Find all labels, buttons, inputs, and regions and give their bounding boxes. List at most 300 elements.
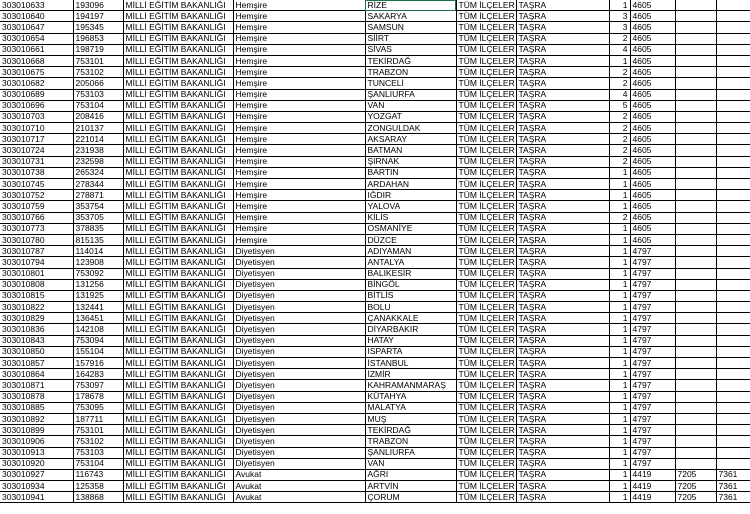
code-cell[interactable]: 303010703 (0, 111, 73, 122)
province-cell[interactable]: BALIKESİR (365, 268, 456, 279)
title-cell[interactable]: Hemşire (233, 67, 365, 78)
quota-cell[interactable]: 1 (609, 380, 630, 391)
title-cell[interactable]: Diyetisyen (233, 380, 365, 391)
quota-cell[interactable]: 1 (609, 268, 630, 279)
title-cell[interactable]: Diyetisyen (233, 313, 365, 324)
district-cell[interactable]: TÜM İLÇELER (456, 402, 516, 413)
quota-cell[interactable]: 1 (609, 190, 630, 201)
qualification3-cell[interactable] (716, 22, 750, 33)
qualification2-cell[interactable] (675, 167, 716, 178)
district-cell[interactable]: TÜM İLÇELER (456, 469, 516, 480)
title-cell[interactable]: Avukat (233, 481, 365, 492)
qualification3-cell[interactable] (716, 111, 750, 122)
id-cell[interactable]: 116743 (73, 469, 123, 480)
region-cell[interactable]: TAŞRA (516, 111, 609, 122)
district-cell[interactable]: TÜM İLÇELER (456, 369, 516, 380)
province-cell[interactable]: DİYARBAKIR (365, 324, 456, 335)
province-cell[interactable]: IĞDIR (365, 190, 456, 201)
title-cell[interactable]: Diyetisyen (233, 436, 365, 447)
qualification3-cell[interactable] (716, 33, 750, 44)
quota-cell[interactable]: 1 (609, 55, 630, 66)
code-cell[interactable]: 303010822 (0, 302, 73, 313)
id-cell[interactable]: 815135 (73, 234, 123, 245)
code-cell[interactable]: 303010885 (0, 402, 73, 413)
code-cell[interactable]: 303010710 (0, 123, 73, 134)
title-cell[interactable]: Hemşire (233, 33, 365, 44)
code-cell[interactable]: 303010633 (0, 0, 73, 11)
qualification3-cell[interactable] (716, 346, 750, 357)
province-cell[interactable]: BARTIN (365, 167, 456, 178)
quota-cell[interactable]: 1 (609, 290, 630, 301)
qualification3-cell[interactable]: 7361 (716, 481, 750, 492)
institution-cell[interactable]: MİLLİ EĞİTİM BAKANLIĞI (123, 223, 233, 234)
id-cell[interactable]: 753102 (73, 436, 123, 447)
id-cell[interactable]: 136451 (73, 313, 123, 324)
region-cell[interactable]: TAŞRA (516, 78, 609, 89)
qualification2-cell[interactable] (675, 22, 716, 33)
title-cell[interactable]: Diyetisyen (233, 302, 365, 313)
quota-cell[interactable]: 1 (609, 369, 630, 380)
institution-cell[interactable]: MİLLİ EĞİTİM BAKANLIĞI (123, 313, 233, 324)
qualification-cell[interactable]: 4605 (630, 11, 675, 22)
institution-cell[interactable]: MİLLİ EĞİTİM BAKANLIĞI (123, 100, 233, 111)
qualification3-cell[interactable] (716, 425, 750, 436)
district-cell[interactable]: TÜM İLÇELER (456, 89, 516, 100)
qualification-cell[interactable]: 4797 (630, 425, 675, 436)
institution-cell[interactable]: MİLLİ EĞİTİM BAKANLIĞI (123, 290, 233, 301)
institution-cell[interactable]: MİLLİ EĞİTİM BAKANLIĞI (123, 346, 233, 357)
code-cell[interactable]: 303010794 (0, 257, 73, 268)
title-cell[interactable]: Hemşire (233, 223, 365, 234)
quota-cell[interactable]: 2 (609, 33, 630, 44)
code-cell[interactable]: 303010738 (0, 167, 73, 178)
qualification2-cell[interactable] (675, 11, 716, 22)
id-cell[interactable]: 132441 (73, 302, 123, 313)
district-cell[interactable]: TÜM İLÇELER (456, 358, 516, 369)
district-cell[interactable]: TÜM İLÇELER (456, 279, 516, 290)
qualification2-cell[interactable] (675, 212, 716, 223)
district-cell[interactable]: TÜM İLÇELER (456, 167, 516, 178)
id-cell[interactable]: 155104 (73, 346, 123, 357)
id-cell[interactable]: 353705 (73, 212, 123, 223)
quota-cell[interactable]: 2 (609, 145, 630, 156)
code-cell[interactable]: 303010682 (0, 78, 73, 89)
qualification2-cell[interactable] (675, 447, 716, 458)
title-cell[interactable]: Diyetisyen (233, 458, 365, 469)
region-cell[interactable]: TAŞRA (516, 492, 609, 503)
title-cell[interactable]: Diyetisyen (233, 257, 365, 268)
institution-cell[interactable]: MİLLİ EĞİTİM BAKANLIĞI (123, 201, 233, 212)
title-cell[interactable]: Diyetisyen (233, 246, 365, 257)
qualification2-cell[interactable]: 7205 (675, 469, 716, 480)
qualification-cell[interactable]: 4605 (630, 167, 675, 178)
quota-cell[interactable]: 1 (609, 324, 630, 335)
district-cell[interactable]: TÜM İLÇELER (456, 100, 516, 111)
id-cell[interactable]: 205066 (73, 78, 123, 89)
province-cell[interactable]: TEKİRDAĞ (365, 425, 456, 436)
qualification-cell[interactable]: 4797 (630, 346, 675, 357)
region-cell[interactable]: TAŞRA (516, 358, 609, 369)
quota-cell[interactable]: 1 (609, 302, 630, 313)
qualification2-cell[interactable] (675, 358, 716, 369)
qualification-cell[interactable]: 4605 (630, 22, 675, 33)
region-cell[interactable]: TAŞRA (516, 369, 609, 380)
region-cell[interactable]: TAŞRA (516, 33, 609, 44)
institution-cell[interactable]: MİLLİ EĞİTİM BAKANLIĞI (123, 492, 233, 503)
qualification2-cell[interactable]: 7205 (675, 481, 716, 492)
title-cell[interactable]: Hemşire (233, 156, 365, 167)
qualification-cell[interactable]: 4419 (630, 469, 675, 480)
institution-cell[interactable]: MİLLİ EĞİTİM BAKANLIĞI (123, 123, 233, 134)
institution-cell[interactable]: MİLLİ EĞİTİM BAKANLIĞI (123, 447, 233, 458)
id-cell[interactable]: 753102 (73, 67, 123, 78)
title-cell[interactable]: Hemşire (233, 0, 365, 11)
district-cell[interactable]: TÜM İLÇELER (456, 67, 516, 78)
district-cell[interactable]: TÜM İLÇELER (456, 481, 516, 492)
qualification3-cell[interactable] (716, 167, 750, 178)
district-cell[interactable]: TÜM İLÇELER (456, 22, 516, 33)
qualification2-cell[interactable] (675, 436, 716, 447)
code-cell[interactable]: 303010920 (0, 458, 73, 469)
qualification3-cell[interactable] (716, 223, 750, 234)
district-cell[interactable]: TÜM İLÇELER (456, 223, 516, 234)
institution-cell[interactable]: MİLLİ EĞİTİM BAKANLIĞI (123, 369, 233, 380)
code-cell[interactable]: 303010836 (0, 324, 73, 335)
qualification-cell[interactable]: 4605 (630, 179, 675, 190)
district-cell[interactable]: TÜM İLÇELER (456, 346, 516, 357)
title-cell[interactable]: Hemşire (233, 167, 365, 178)
title-cell[interactable]: Hemşire (233, 100, 365, 111)
qualification2-cell[interactable] (675, 44, 716, 55)
region-cell[interactable]: TAŞRA (516, 246, 609, 257)
title-cell[interactable]: Hemşire (233, 212, 365, 223)
title-cell[interactable]: Hemşire (233, 22, 365, 33)
code-cell[interactable]: 303010857 (0, 358, 73, 369)
code-cell[interactable]: 303010668 (0, 55, 73, 66)
district-cell[interactable]: TÜM İLÇELER (456, 313, 516, 324)
institution-cell[interactable]: MİLLİ EĞİTİM BAKANLIĞI (123, 436, 233, 447)
district-cell[interactable]: TÜM İLÇELER (456, 11, 516, 22)
region-cell[interactable]: TAŞRA (516, 391, 609, 402)
qualification3-cell[interactable] (716, 324, 750, 335)
id-cell[interactable]: 378835 (73, 223, 123, 234)
title-cell[interactable]: Diyetisyen (233, 425, 365, 436)
qualification2-cell[interactable] (675, 156, 716, 167)
region-cell[interactable]: TAŞRA (516, 402, 609, 413)
qualification2-cell[interactable] (675, 268, 716, 279)
quota-cell[interactable]: 5 (609, 100, 630, 111)
id-cell[interactable]: 753101 (73, 55, 123, 66)
qualification2-cell[interactable] (675, 380, 716, 391)
qualification2-cell[interactable] (675, 313, 716, 324)
qualification2-cell[interactable] (675, 145, 716, 156)
quota-cell[interactable]: 1 (609, 0, 630, 11)
code-cell[interactable]: 303010780 (0, 234, 73, 245)
id-cell[interactable]: 193096 (73, 0, 123, 11)
qualification-cell[interactable]: 4797 (630, 447, 675, 458)
region-cell[interactable]: TAŞRA (516, 11, 609, 22)
region-cell[interactable]: TAŞRA (516, 481, 609, 492)
district-cell[interactable]: TÜM İLÇELER (456, 425, 516, 436)
id-cell[interactable]: 353754 (73, 201, 123, 212)
qualification3-cell[interactable] (716, 67, 750, 78)
qualification3-cell[interactable] (716, 123, 750, 134)
code-cell[interactable]: 303010815 (0, 290, 73, 301)
id-cell[interactable]: 753097 (73, 380, 123, 391)
region-cell[interactable]: TAŞRA (516, 212, 609, 223)
qualification-cell[interactable]: 4605 (630, 55, 675, 66)
region-cell[interactable]: TAŞRA (516, 380, 609, 391)
district-cell[interactable]: TÜM İLÇELER (456, 201, 516, 212)
qualification-cell[interactable]: 4797 (630, 268, 675, 279)
title-cell[interactable]: Diyetisyen (233, 413, 365, 424)
institution-cell[interactable]: MİLLİ EĞİTİM BAKANLIĞI (123, 302, 233, 313)
quota-cell[interactable]: 1 (609, 335, 630, 346)
district-cell[interactable]: TÜM İLÇELER (456, 156, 516, 167)
code-cell[interactable]: 303010941 (0, 492, 73, 503)
quota-cell[interactable]: 2 (609, 78, 630, 89)
code-cell[interactable]: 303010745 (0, 179, 73, 190)
qualification2-cell[interactable] (675, 33, 716, 44)
code-cell[interactable]: 303010724 (0, 145, 73, 156)
qualification2-cell[interactable] (675, 134, 716, 145)
code-cell[interactable]: 303010640 (0, 11, 73, 22)
province-cell[interactable]: KAHRAMANMARAŞ (365, 380, 456, 391)
code-cell[interactable]: 303010766 (0, 212, 73, 223)
institution-cell[interactable]: MİLLİ EĞİTİM BAKANLIĞI (123, 190, 233, 201)
title-cell[interactable]: Hemşire (233, 123, 365, 134)
title-cell[interactable]: Hemşire (233, 11, 365, 22)
quota-cell[interactable]: 1 (609, 167, 630, 178)
code-cell[interactable]: 303010808 (0, 279, 73, 290)
institution-cell[interactable]: MİLLİ EĞİTİM BAKANLIĞI (123, 335, 233, 346)
region-cell[interactable]: TAŞRA (516, 279, 609, 290)
district-cell[interactable]: TÜM İLÇELER (456, 447, 516, 458)
district-cell[interactable]: TÜM İLÇELER (456, 492, 516, 503)
qualification2-cell[interactable] (675, 100, 716, 111)
qualification3-cell[interactable] (716, 447, 750, 458)
quota-cell[interactable]: 3 (609, 11, 630, 22)
quota-cell[interactable]: 1 (609, 279, 630, 290)
institution-cell[interactable]: MİLLİ EĞİTİM BAKANLIĞI (123, 78, 233, 89)
district-cell[interactable]: TÜM İLÇELER (456, 123, 516, 134)
title-cell[interactable]: Diyetisyen (233, 346, 365, 357)
title-cell[interactable]: Diyetisyen (233, 268, 365, 279)
region-cell[interactable]: TAŞRA (516, 100, 609, 111)
district-cell[interactable]: TÜM İLÇELER (456, 324, 516, 335)
district-cell[interactable]: TÜM İLÇELER (456, 302, 516, 313)
province-cell[interactable]: KİLİS (365, 212, 456, 223)
qualification2-cell[interactable]: 7205 (675, 492, 716, 503)
title-cell[interactable]: Hemşire (233, 89, 365, 100)
district-cell[interactable]: TÜM İLÇELER (456, 234, 516, 245)
province-cell[interactable]: ADIYAMAN (365, 246, 456, 257)
code-cell[interactable]: 303010850 (0, 346, 73, 357)
id-cell[interactable]: 142108 (73, 324, 123, 335)
id-cell[interactable]: 753092 (73, 268, 123, 279)
code-cell[interactable]: 303010773 (0, 223, 73, 234)
quota-cell[interactable]: 2 (609, 134, 630, 145)
province-cell[interactable]: DÜZCE (365, 234, 456, 245)
qualification-cell[interactable]: 4605 (630, 100, 675, 111)
id-cell[interactable]: 125358 (73, 481, 123, 492)
qualification-cell[interactable]: 4797 (630, 279, 675, 290)
quota-cell[interactable]: 1 (609, 469, 630, 480)
qualification3-cell[interactable]: 7361 (716, 469, 750, 480)
quota-cell[interactable]: 1 (609, 246, 630, 257)
code-cell[interactable]: 303010731 (0, 156, 73, 167)
title-cell[interactable]: Hemşire (233, 234, 365, 245)
quota-cell[interactable]: 1 (609, 436, 630, 447)
province-cell[interactable]: AKSARAY (365, 134, 456, 145)
qualification3-cell[interactable] (716, 313, 750, 324)
district-cell[interactable]: TÜM İLÇELER (456, 190, 516, 201)
province-cell[interactable]: ÇORUM (365, 492, 456, 503)
province-cell[interactable]: İSTANBUL (365, 358, 456, 369)
qualification3-cell[interactable] (716, 380, 750, 391)
code-cell[interactable]: 303010689 (0, 89, 73, 100)
district-cell[interactable]: TÜM İLÇELER (456, 134, 516, 145)
code-cell[interactable]: 303010878 (0, 391, 73, 402)
title-cell[interactable]: Diyetisyen (233, 402, 365, 413)
region-cell[interactable]: TAŞRA (516, 223, 609, 234)
qualification3-cell[interactable] (716, 290, 750, 301)
province-cell[interactable]: TEKİRDAĞ (365, 55, 456, 66)
qualification2-cell[interactable] (675, 234, 716, 245)
qualification-cell[interactable]: 4605 (630, 78, 675, 89)
region-cell[interactable]: TAŞRA (516, 324, 609, 335)
title-cell[interactable]: Hemşire (233, 78, 365, 89)
qualification3-cell[interactable] (716, 11, 750, 22)
qualification-cell[interactable]: 4605 (630, 201, 675, 212)
title-cell[interactable]: Diyetisyen (233, 324, 365, 335)
region-cell[interactable]: TAŞRA (516, 257, 609, 268)
quota-cell[interactable]: 1 (609, 447, 630, 458)
institution-cell[interactable]: MİLLİ EĞİTİM BAKANLIĞI (123, 268, 233, 279)
qualification2-cell[interactable] (675, 257, 716, 268)
province-cell[interactable]: ISPARTA (365, 346, 456, 357)
qualification3-cell[interactable] (716, 246, 750, 257)
quota-cell[interactable]: 3 (609, 22, 630, 33)
qualification3-cell[interactable] (716, 234, 750, 245)
institution-cell[interactable]: MİLLİ EĞİTİM BAKANLIĞI (123, 257, 233, 268)
qualification2-cell[interactable] (675, 425, 716, 436)
code-cell[interactable]: 303010661 (0, 44, 73, 55)
code-cell[interactable]: 303010864 (0, 369, 73, 380)
institution-cell[interactable]: MİLLİ EĞİTİM BAKANLIĞI (123, 212, 233, 223)
region-cell[interactable]: TAŞRA (516, 346, 609, 357)
qualification-cell[interactable]: 4797 (630, 358, 675, 369)
code-cell[interactable]: 303010906 (0, 436, 73, 447)
title-cell[interactable]: Avukat (233, 469, 365, 480)
qualification2-cell[interactable] (675, 413, 716, 424)
institution-cell[interactable]: MİLLİ EĞİTİM BAKANLIĞI (123, 380, 233, 391)
qualification2-cell[interactable] (675, 246, 716, 257)
region-cell[interactable]: TAŞRA (516, 123, 609, 134)
district-cell[interactable]: TÜM İLÇELER (456, 111, 516, 122)
qualification-cell[interactable]: 4605 (630, 123, 675, 134)
province-cell[interactable]: VAN (365, 100, 456, 111)
id-cell[interactable]: 753104 (73, 458, 123, 469)
qualification3-cell[interactable] (716, 369, 750, 380)
district-cell[interactable]: TÜM İLÇELER (456, 436, 516, 447)
region-cell[interactable]: TAŞRA (516, 190, 609, 201)
code-cell[interactable]: 303010927 (0, 469, 73, 480)
quota-cell[interactable]: 1 (609, 358, 630, 369)
title-cell[interactable]: Diyetisyen (233, 335, 365, 346)
region-cell[interactable]: TAŞRA (516, 55, 609, 66)
province-cell[interactable]: TRABZON (365, 436, 456, 447)
qualification-cell[interactable]: 4605 (630, 145, 675, 156)
institution-cell[interactable]: MİLLİ EĞİTİM BAKANLIĞI (123, 425, 233, 436)
code-cell[interactable]: 303010752 (0, 190, 73, 201)
qualification-cell[interactable]: 4797 (630, 380, 675, 391)
qualification2-cell[interactable] (675, 179, 716, 190)
region-cell[interactable]: TAŞRA (516, 234, 609, 245)
province-cell[interactable]: BİTLİS (365, 290, 456, 301)
district-cell[interactable]: TÜM İLÇELER (456, 55, 516, 66)
code-cell[interactable]: 303010759 (0, 201, 73, 212)
qualification2-cell[interactable] (675, 223, 716, 234)
institution-cell[interactable]: MİLLİ EĞİTİM BAKANLIĞI (123, 391, 233, 402)
qualification-cell[interactable]: 4419 (630, 492, 675, 503)
qualification3-cell[interactable] (716, 279, 750, 290)
quota-cell[interactable]: 1 (609, 313, 630, 324)
institution-cell[interactable]: MİLLİ EĞİTİM BAKANLIĞI (123, 67, 233, 78)
code-cell[interactable]: 303010717 (0, 134, 73, 145)
region-cell[interactable]: TAŞRA (516, 67, 609, 78)
id-cell[interactable]: 753103 (73, 89, 123, 100)
institution-cell[interactable]: MİLLİ EĞİTİM BAKANLIĞI (123, 481, 233, 492)
region-cell[interactable]: TAŞRA (516, 425, 609, 436)
district-cell[interactable]: TÜM İLÇELER (456, 145, 516, 156)
region-cell[interactable]: TAŞRA (516, 436, 609, 447)
qualification-cell[interactable]: 4605 (630, 0, 675, 11)
institution-cell[interactable]: MİLLİ EĞİTİM BAKANLIĞI (123, 33, 233, 44)
institution-cell[interactable]: MİLLİ EĞİTİM BAKANLIĞI (123, 179, 233, 190)
id-cell[interactable]: 195345 (73, 22, 123, 33)
title-cell[interactable]: Diyetisyen (233, 369, 365, 380)
code-cell[interactable]: 303010696 (0, 100, 73, 111)
qualification2-cell[interactable] (675, 89, 716, 100)
id-cell[interactable]: 157916 (73, 358, 123, 369)
institution-cell[interactable]: MİLLİ EĞİTİM BAKANLIĞI (123, 246, 233, 257)
region-cell[interactable]: TAŞRA (516, 179, 609, 190)
title-cell[interactable]: Diyetisyen (233, 391, 365, 402)
province-cell[interactable]: ÇANAKKALE (365, 313, 456, 324)
district-cell[interactable]: TÜM İLÇELER (456, 246, 516, 257)
quota-cell[interactable]: 1 (609, 257, 630, 268)
quota-cell[interactable]: 1 (609, 391, 630, 402)
quota-cell[interactable]: 1 (609, 223, 630, 234)
institution-cell[interactable]: MİLLİ EĞİTİM BAKANLIĞI (123, 0, 233, 11)
quota-cell[interactable]: 1 (609, 481, 630, 492)
code-cell[interactable]: 303010801 (0, 268, 73, 279)
qualification-cell[interactable]: 4797 (630, 413, 675, 424)
code-cell[interactable]: 303010829 (0, 313, 73, 324)
province-cell[interactable]: BATMAN (365, 145, 456, 156)
qualification3-cell[interactable] (716, 302, 750, 313)
qualification2-cell[interactable] (675, 402, 716, 413)
title-cell[interactable]: Diyetisyen (233, 447, 365, 458)
region-cell[interactable]: TAŞRA (516, 134, 609, 145)
province-cell[interactable]: RİZE (365, 0, 456, 11)
institution-cell[interactable]: MİLLİ EĞİTİM BAKANLIĞI (123, 55, 233, 66)
qualification-cell[interactable]: 4797 (630, 458, 675, 469)
quota-cell[interactable]: 1 (609, 492, 630, 503)
province-cell[interactable]: VAN (365, 458, 456, 469)
region-cell[interactable]: TAŞRA (516, 290, 609, 301)
